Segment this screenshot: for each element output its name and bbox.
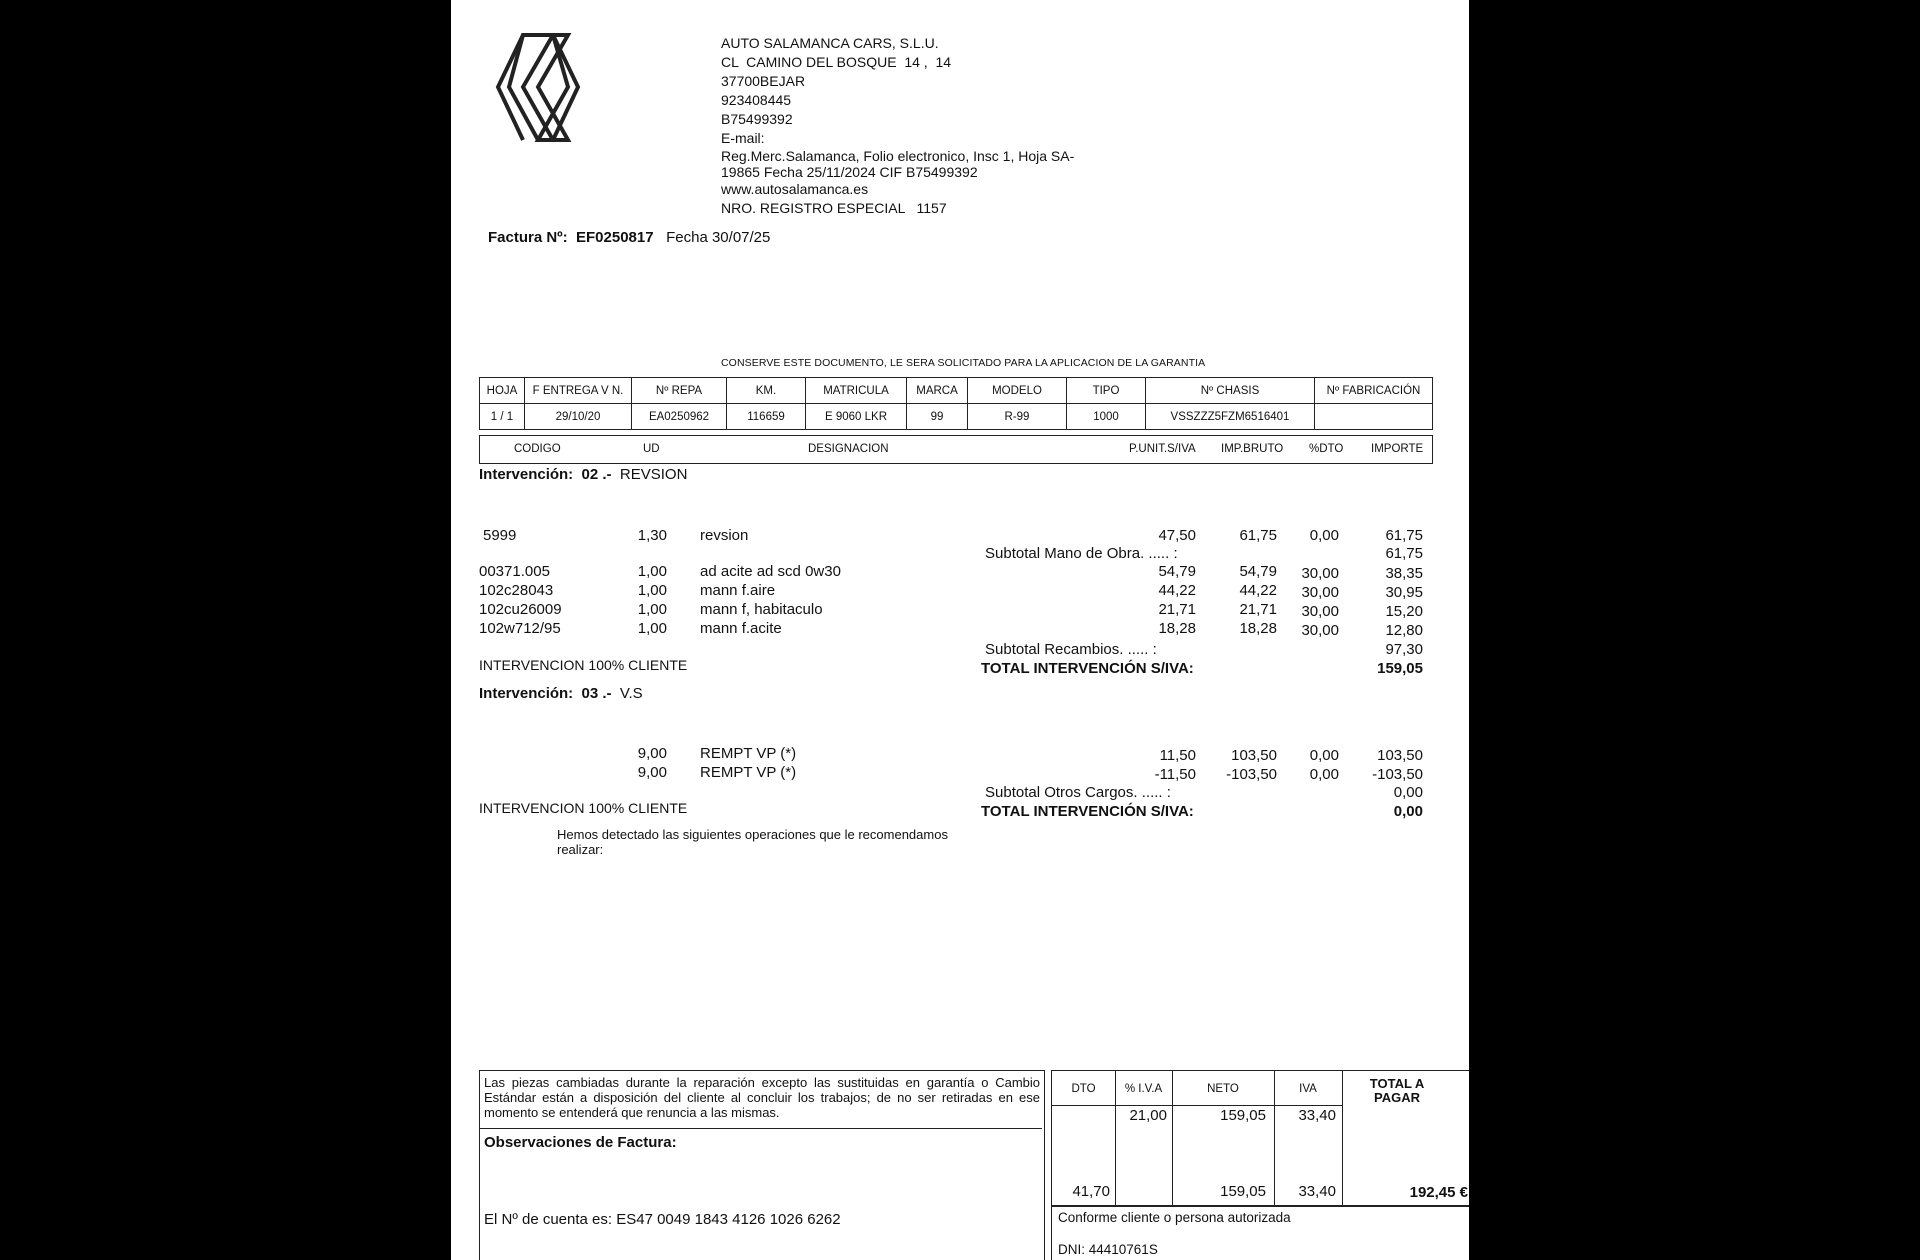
line-unit: 11,50 [1159, 747, 1196, 764]
vehicle-header-cell: Nº FABRICACIÓN [1315, 378, 1433, 404]
line-amount: 12,80 [1385, 622, 1423, 639]
intervention-total: 159,05 [1377, 660, 1423, 677]
tax-summary [1051, 1070, 1469, 1207]
other-subtotal-label: Subtotal Otros Cargos. ..... : [985, 784, 1171, 801]
client-note: INTERVENCION 100% CLIENTE [479, 800, 688, 816]
tax-header-dto: DTO [1071, 1083, 1096, 1095]
line-amount: 38,35 [1385, 565, 1423, 582]
line-desc: mann f.acite [700, 620, 782, 637]
col-designacion: DESIGNACION [808, 443, 889, 455]
vehicle-value-cell [1315, 404, 1433, 430]
line-qty: 1,00 [637, 601, 667, 618]
line-gross: 44,22 [1239, 582, 1277, 599]
line-code: 5999 [483, 527, 517, 544]
line-desc: mann f.aire [700, 582, 776, 599]
recommendation-text: Hemos detectado las siguientes operaciones que le recomendamos realizar: [557, 827, 948, 857]
client-dni: DNI: 44410761S [1058, 1242, 1158, 1257]
line-gross: 103,50 [1231, 747, 1277, 764]
company-phone: 923408445 [721, 92, 792, 108]
warranty-notice: CONSERVE ESTE DOCUMENTO, LE SERA SOLICITADO PARA LA APLICACION DE LA GARANTIA [721, 357, 1206, 369]
line-unit: 54,79 [1158, 563, 1196, 580]
intervention-total-label: TOTAL INTERVENCIÓN S/IVA: [981, 660, 1194, 677]
line-gross: 21,71 [1239, 601, 1277, 618]
line-code: 102w712/95 [479, 620, 561, 637]
intervention-title [479, 685, 643, 702]
line-desc: mann f, habitaculo [700, 601, 823, 618]
company-special-registry: NRO. REGISTRO ESPECIAL 1157 [721, 200, 947, 216]
vehicle-header-row [480, 378, 1433, 404]
line-dto: 30,00 [1301, 565, 1339, 582]
company-city: 37700BEJAR [721, 73, 806, 89]
footer-conditions-box [479, 1070, 1045, 1260]
line-gross: 18,28 [1239, 620, 1277, 637]
line-amount: 61,75 [1385, 527, 1423, 544]
col-bruto: IMP.BRUTO [1221, 443, 1284, 455]
line-desc: REMPT VP (*) [700, 764, 797, 781]
invoice-header [488, 229, 770, 246]
invoice-label: Factura Nº: [488, 229, 568, 246]
line-dto: 0,00 [1309, 747, 1339, 764]
client-note: INTERVENCION 100% CLIENTE [479, 657, 688, 673]
invoice-number: EF0250817 [576, 229, 654, 246]
vehicle-value-cell: E 9060 LKR [806, 404, 907, 430]
parts-subtotal-label: Subtotal Recambios. ..... : [985, 641, 1157, 658]
line-unit: 18,28 [1158, 620, 1196, 637]
intervention-total: 0,00 [1393, 803, 1423, 820]
intervention-label: Intervención: [479, 466, 574, 483]
intervention-number: 02 .- [581, 466, 612, 483]
vehicle-header-cell: TIPO [1067, 378, 1146, 404]
vehicle-table [479, 377, 1433, 430]
vehicle-value-cell: 29/10/20 [525, 404, 632, 430]
vehicle-header-cell: Nº REPA [632, 378, 727, 404]
line-amount: 15,20 [1385, 603, 1423, 620]
line-desc: ad acite ad scd 0w30 [700, 563, 841, 580]
col-importe: IMPORTE [1371, 443, 1424, 455]
line-qty: 9,00 [637, 745, 667, 762]
vehicle-value-cell: EA0250962 [632, 404, 727, 430]
signature-label: Conforme cliente o persona autorizada [1058, 1210, 1291, 1225]
tax-header-total: TOTAL A PAGAR [1369, 1076, 1425, 1105]
intervention-total-label: TOTAL INTERVENCIÓN S/IVA: [981, 803, 1194, 820]
col-punit: P.UNIT.S/IVA [1129, 443, 1196, 455]
line-code: 102c28043 [479, 582, 554, 599]
total-iva: 33,40 [1298, 1183, 1336, 1200]
company-web: www.autosalamanca.es [721, 181, 869, 197]
labor-subtotal-label: Subtotal Mano de Obra. ..... : [985, 545, 1178, 562]
parts-subtotal: 97,30 [1385, 641, 1423, 658]
line-qty: 1,00 [637, 620, 667, 637]
line-unit: 47,50 [1158, 527, 1196, 544]
vehicle-header-cell: MODELO [968, 378, 1067, 404]
line-amount: 103,50 [1377, 747, 1423, 764]
line-qty: 1,00 [637, 563, 667, 580]
labor-subtotal: 61,75 [1385, 545, 1423, 562]
line-amount: -103,50 [1372, 766, 1423, 783]
vehicle-header-cell: F ENTREGA V N. [525, 378, 632, 404]
company-name: AUTO SALAMANCA CARS, S.L.U. [721, 35, 939, 51]
company-info [721, 34, 1091, 218]
line-dto: 30,00 [1301, 622, 1339, 639]
tax-header-neto: NETO [1207, 1083, 1239, 1095]
vehicle-header-cell: KM. [727, 378, 806, 404]
line-dto: 30,00 [1301, 584, 1339, 601]
intervention-number: 03 .- [581, 685, 612, 702]
observations-box [480, 1128, 1042, 1260]
vehicle-header-cell: MATRICULA [806, 378, 907, 404]
signature-box [1051, 1205, 1469, 1260]
intervention-name: REVSION [619, 466, 688, 483]
vehicle-value-row [480, 404, 1433, 430]
line-dto: 0,00 [1309, 766, 1339, 783]
line-qty: 1,30 [637, 527, 667, 544]
conditions-text: Las piezas cambiadas durante la reparación excepto las sustituidas en garantía o Cambio Estándar están a disposición del cliente al concluir los trabajos; de no ser retiradas en ese momento se entenderá que renuncia a las mismas. [484, 1075, 1040, 1120]
vehicle-value-cell: 99 [907, 404, 968, 430]
bank-account: El Nº de cuenta es: ES47 0049 1843 4126 1026 6262 [484, 1211, 841, 1228]
line-amount: 30,95 [1385, 584, 1423, 601]
intervention-label: Intervención: [479, 685, 574, 702]
vehicle-header-cell: MARCA [907, 378, 968, 404]
company-cif: B75499392 [721, 111, 793, 127]
line-gross: 61,75 [1239, 527, 1277, 544]
line-unit: 21,71 [1158, 601, 1196, 618]
invoice-date: Fecha 30/07/25 [666, 229, 771, 246]
vehicle-value-cell: VSSZZZ5FZM6516401 [1146, 404, 1315, 430]
tax-neto: 159,05 [1220, 1107, 1266, 1124]
col-ud: UD [643, 443, 660, 455]
line-desc: revsion [700, 527, 749, 544]
vehicle-value-cell: 116659 [727, 404, 806, 430]
tax-iva: 33,40 [1298, 1107, 1336, 1124]
total-to-pay: 192,45 € [1409, 1184, 1468, 1201]
tax-header-iva-pct: % I.V.A [1124, 1083, 1163, 1095]
line-desc: REMPT VP (*) [700, 745, 797, 762]
total-neto: 159,05 [1220, 1183, 1266, 1200]
observations-label: Observaciones de Factura: [484, 1134, 677, 1151]
intervention-name: V.S [619, 685, 643, 702]
total-dto: 41,70 [1072, 1183, 1110, 1200]
vehicle-value-cell: 1000 [1067, 404, 1146, 430]
company-registry: Reg.Merc.Salamanca, Folio electronico, Insc 1, Hoja SA-19865 Fecha 25/11/2024 CIF B75499392 [721, 148, 1075, 180]
other-subtotal: 0,00 [1393, 784, 1423, 801]
invoice-page [451, 0, 1469, 1260]
line-gross: -103,50 [1226, 766, 1277, 783]
line-dto: 30,00 [1301, 603, 1339, 620]
line-code: 102cu26009 [479, 601, 562, 618]
company-email: E-mail: [721, 130, 765, 146]
vehicle-header-cell: HOJA [480, 378, 525, 404]
vehicle-value-cell: 1 / 1 [480, 404, 525, 430]
tax-iva-pct: 21,00 [1129, 1107, 1167, 1124]
line-items-header [479, 435, 1433, 464]
intervention-title [479, 466, 687, 483]
line-dto: 0,00 [1309, 527, 1339, 544]
vehicle-header-cell: Nº CHASIS [1146, 378, 1315, 404]
col-dto: %DTO [1309, 443, 1344, 455]
line-qty: 9,00 [637, 764, 667, 781]
renault-logo-icon [493, 30, 583, 145]
vehicle-value-cell: R-99 [968, 404, 1067, 430]
col-codigo: CODIGO [514, 443, 561, 455]
tax-header-iva: IVA [1299, 1083, 1317, 1095]
line-unit: 44,22 [1158, 582, 1196, 599]
line-gross: 54,79 [1239, 563, 1277, 580]
company-address: CL CAMINO DEL BOSQUE 14 , 14 [721, 54, 952, 70]
line-qty: 1,00 [637, 582, 667, 599]
line-code: 00371.005 [479, 563, 550, 580]
line-unit: -11,50 [1154, 766, 1196, 783]
